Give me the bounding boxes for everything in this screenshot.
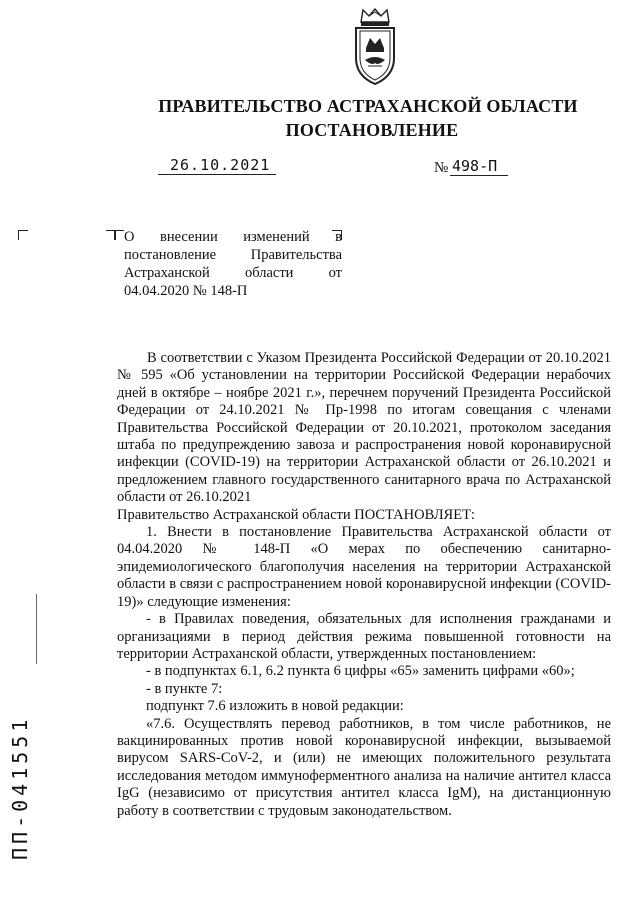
- margin-serial-number: ПП-041551: [8, 715, 32, 860]
- date-underline: [158, 174, 276, 175]
- clause-paragraph: подпункт 7.6 изложить в новой редакции:: [146, 698, 404, 715]
- preamble-paragraph: В соответствии с Указом Президента Российской Федерации от 20.10.2021 № 595 «Об установлении на территории Российской Федерации нерабочих дней в октябре – ноябре 2021 г.», перечнем поручений Президента Российской Федерации от 24.10.2021 № Пр-1998 по итогам совещания с членами Правительства Российской Федерации от 20.10.2021, протоколом заседания штаба по предупреждению завоза и распространения новой коронавирусной инфекции (COVID-19) на территории Астраханской области от 26.10.2021 и предложением главного государственного санитарного врача по Астраханской области от 26.10.2021: [117, 350, 611, 506]
- clause-paragraph: 1. Внести в постановление Правительства Астраханской области от 04.04.2020 № 148-П «О мерах по обеспечению санитарно-эпидемиологического благополучия населения на территории Астраханской области в связи с распространением новой коронавирусной инфекции (COVID-19)» следующие изменения:: [117, 524, 611, 610]
- coat-of-arms-emblem: [348, 8, 402, 90]
- document-body: [117, 350, 611, 820]
- margin-line: [36, 594, 37, 664]
- subject-corner-mark: [114, 230, 124, 240]
- clause-paragraph: - в Правилах поведения, обязательных для исполнения гражданами и организациями в период действия режима повышенной готовности на территории Астраханской области, утвержденных постановлением:: [117, 611, 611, 662]
- document-subject: О внесении изменений в постановление Правительства Астраханской области от 04.04.2020 № 148-П: [124, 229, 342, 299]
- decree-statement: Правительство Астраханской области ПОСТАНОВЛЯЕТ:: [117, 506, 475, 523]
- margin-corner-mark: [18, 230, 28, 240]
- organization-name: ПРАВИТЕЛЬСТВО АСТРАХАНСКОЙ ОБЛАСТИ: [158, 96, 578, 116]
- number-underline: [450, 175, 508, 176]
- document-type-heading: ПОСТАНОВЛЕНИЕ: [285, 120, 459, 140]
- clause-paragraph: - в подпунктах 6.1, 6.2 пункта 6 цифры «65» заменить цифрами «60»;: [146, 663, 575, 680]
- document-number-label: №: [434, 160, 449, 176]
- document-date: 26.10.2021: [170, 156, 271, 174]
- document-number: 498-П: [452, 157, 498, 175]
- clause-paragraph: «7.6. Осуществлять перевод работников, в том числе работников, не вакцинированных против новой коронавирусной инфекции, вызываемой вирусом SARS-CoV-2, и (или) не имеющих положительного результата исследования методом иммуноферментного анализа на наличие антител класса IgG (независимо от присутствия антител класса IgM), на дистанционную работу в соответствии с трудовым законодательством.: [117, 715, 611, 819]
- clause-paragraph: - в пункте 7:: [146, 680, 223, 697]
